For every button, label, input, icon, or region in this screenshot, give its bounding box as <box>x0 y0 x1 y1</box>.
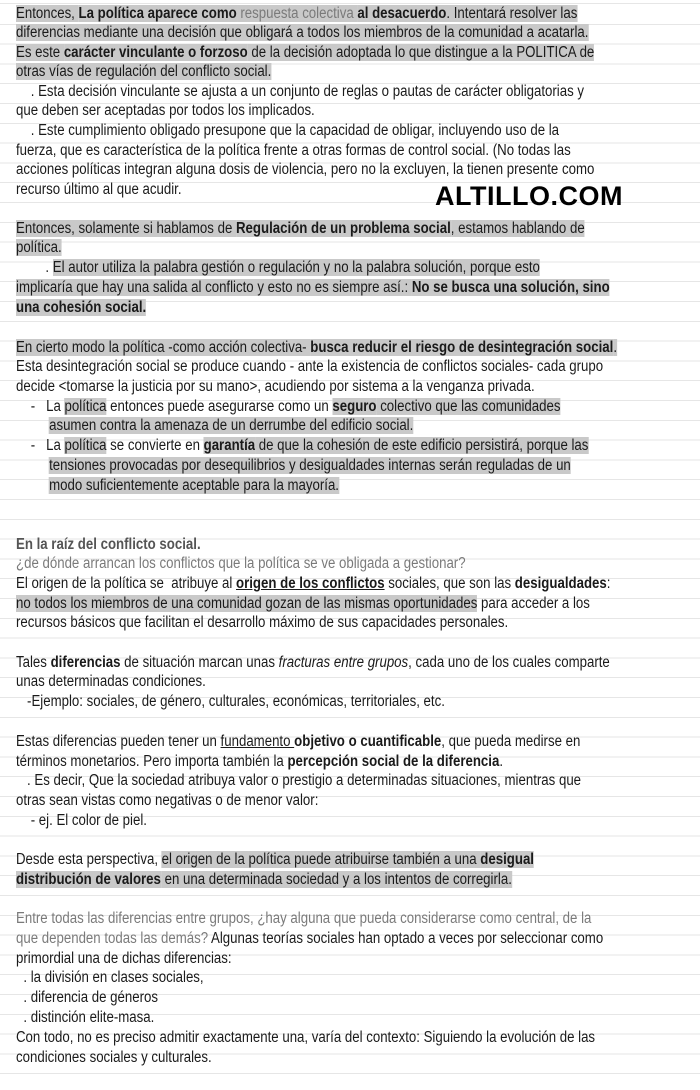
highlighted-text: diferencias mediante una decisión que obligará a todos los miembros de la comunidad a acatarla. <box>16 24 589 41</box>
highlighted-text: política. <box>16 239 62 256</box>
text-segment: objetivo o cuantificable <box>294 733 442 750</box>
highlighted-text: busca reducir el riesgo de desintegración social <box>310 339 614 356</box>
highlighted-text: respuesta colectiva <box>236 5 358 22</box>
highlighted-text: modo suficientemente aceptable para la mayoría. <box>49 477 339 494</box>
text-segment: origen de los conflictos <box>235 575 385 592</box>
text-segment: entonces puede asegurarse como un <box>106 398 333 415</box>
text-segment: desigualdades <box>514 575 607 592</box>
text-segment: Tales <box>16 654 51 671</box>
text-segment: ¿de dónde arrancan los conflictos que la política se ve obligada a gestionar? <box>16 555 466 572</box>
text-segment: diferencias <box>50 654 121 671</box>
text-line <box>16 732 580 752</box>
text-segment: Estas diferencias pueden tener un <box>16 733 221 750</box>
text-line <box>16 121 559 141</box>
text-line <box>16 82 584 102</box>
text-line <box>16 298 146 318</box>
text-line <box>16 909 591 929</box>
text-line <box>16 278 610 298</box>
highlighted-text: en una determinada sociedad y a los intentos de corregirla. <box>160 871 512 888</box>
highlighted-text: Entonces, solamente si hablamos de <box>16 220 236 237</box>
text-segment: Con todo, no es preciso admitir exactamente una, varía del contexto: Siguiendo la evolución de las <box>16 1029 596 1046</box>
text-segment: para acceder a los <box>477 595 590 612</box>
text-line <box>16 692 445 712</box>
text-segment: Algunas teorías sociales han optado a veces por seleccionar como <box>208 930 604 947</box>
text-segment: Entre todas las diferencias entre grupos, ¿hay alguna que pueda considerarse como central, de la <box>16 910 592 927</box>
highlighted-text: desigual <box>480 851 534 868</box>
highlighted-text: el origen de la política puede atribuirse también a una <box>161 851 481 868</box>
text-segment <box>16 457 49 474</box>
text-line <box>16 357 603 377</box>
text-segment: condiciones sociales y culturales. <box>16 1049 212 1066</box>
text-line <box>16 929 603 949</box>
text-line <box>16 436 588 456</box>
highlighted-text: La política aparece como <box>78 5 237 22</box>
text-segment: Desde esta perspectiva, <box>16 851 162 868</box>
text-segment: . <box>16 259 53 276</box>
text-segment: - ej. El color de piel. <box>16 812 147 829</box>
text-line <box>16 811 147 831</box>
highlighted-text: política <box>64 437 107 454</box>
text-segment: . diferencia de géneros <box>16 989 159 1006</box>
text-segment: - La <box>16 398 65 415</box>
highlighted-text: . <box>613 339 618 356</box>
text-segment: . <box>499 753 504 770</box>
text-line <box>16 338 617 358</box>
text-line <box>16 416 413 436</box>
text-line <box>16 377 535 397</box>
text-segment: decide <tomarse la justicia por su mano>, acudiendo por sistema a la venganza privada. <box>16 378 535 395</box>
text-segment: se convierte en <box>106 437 204 454</box>
highlighted-text: colectivo que las comunidades <box>376 398 561 415</box>
highlighted-text: no todos los miembros de una comunidad gozan de las mismas oportunidades <box>16 595 478 612</box>
highlighted-text: El autor utiliza la palabra gestión o regulación y no la palabra solución, porque esto <box>52 259 540 276</box>
text-line <box>16 1028 595 1048</box>
highlighted-text: implicaría que hay una salida al conflicto y esto no es siempre así.: <box>16 279 412 296</box>
text-line <box>16 613 508 633</box>
text-segment: percepción social de la diferencia <box>287 753 500 770</box>
text-line <box>16 1008 154 1028</box>
text-line <box>16 653 610 673</box>
text-segment: , cada uno de los cuales comparte <box>408 654 610 671</box>
highlighted-text: garantía <box>203 437 256 454</box>
text-line <box>16 258 540 278</box>
text-segment: sociales, que son las <box>384 575 515 592</box>
highlighted-text: al desacuerdo <box>357 5 447 22</box>
text-line <box>16 672 206 692</box>
text-segment: Esta desintegración social se produce cuando - ante la existencia de conflictos sociales- cada grupo <box>16 358 604 375</box>
text-segment: acciones políticas integran alguna dosis de violencia, pero no la excluyen, la tienen presente como <box>16 161 595 178</box>
highlighted-text: , estamos hablando de <box>450 220 585 237</box>
highlighted-text: No se busca una solución, sino <box>411 279 610 296</box>
highlighted-text: política <box>64 398 107 415</box>
text-line <box>16 476 339 496</box>
text-segment: unas determinadas condiciones. <box>16 673 206 690</box>
highlighted-text: tensiones provocadas por desequilibrios y desigualdades internas serán reguladas de un <box>49 457 571 474</box>
text-line <box>16 850 534 870</box>
text-segment: . distinción elite-masa. <box>16 1009 155 1026</box>
text-line <box>16 456 571 476</box>
text-segment: fundamento <box>220 733 295 750</box>
highlighted-text: En cierto modo la política -como acción colectiva- <box>16 339 311 356</box>
text-segment: que deben ser aceptadas por todos los implicados. <box>16 102 315 119</box>
text-line <box>16 968 204 988</box>
text-segment: términos monetarios. Pero importa también la <box>16 753 288 770</box>
text-line <box>16 574 610 594</box>
highlighted-text: distribución de valores <box>16 871 161 888</box>
highlighted-text: Entonces, <box>16 5 79 22</box>
highlighted-text: otras vías de regulación del conflicto social. <box>16 63 272 80</box>
text-segment: fuerza, que es característica de la política frente a otras formas de control social. (No todas las <box>16 142 571 159</box>
text-segment: En la raíz del conflicto social. <box>16 536 201 553</box>
text-line <box>16 238 62 258</box>
text-line <box>16 594 590 614</box>
text-line <box>16 180 182 200</box>
text-line <box>16 43 594 63</box>
text-segment: que dependen todas las demás? <box>16 930 209 947</box>
text-segment: . Este cumplimiento obligado presupone que la capacidad de obligar, incluyendo uso de la <box>16 122 560 139</box>
text-segment: . Es decir, Que la sociedad atribuya valor o prestigio a determinadas situaciones, mientras que <box>16 772 582 789</box>
text-line <box>16 791 318 811</box>
text-segment: . la división en clases sociales, <box>16 969 204 986</box>
text-segment: de situación marcan unas <box>120 654 279 671</box>
text-line <box>16 988 158 1008</box>
highlighted-text: de que la cohesión de este edificio persistirá, porque las <box>255 437 589 454</box>
highlighted-text: Regulación de un problema social <box>235 220 451 237</box>
text-segment: recurso último al que acudir. <box>16 181 182 198</box>
text-line <box>16 101 315 121</box>
text-segment: fracturas entre grupos <box>278 654 409 671</box>
highlighted-text: Es este <box>16 44 64 61</box>
highlighted-text: asumen contra la amenaza de un derrumbe del edificio social. <box>49 417 414 434</box>
text-line <box>16 4 577 24</box>
text-line <box>16 554 466 574</box>
text-line <box>16 771 581 791</box>
highlighted-text: . Intentará resolver las <box>446 5 578 22</box>
text-line <box>16 949 232 969</box>
highlighted-text: una cohesión social. <box>16 299 147 316</box>
highlighted-text: seguro <box>332 398 377 415</box>
text-segment: El origen de la política se atribuye al <box>16 575 236 592</box>
text-segment: primordial una de dichas diferencias: <box>16 950 232 967</box>
text-line <box>16 62 271 82</box>
text-segment: . Esta decisión vinculante se ajusta a un conjunto de reglas o pautas de carácter obligatorias y <box>16 83 585 100</box>
text-line <box>16 219 585 239</box>
text-line <box>16 160 594 180</box>
text-line <box>16 397 560 417</box>
text-line <box>16 1048 212 1068</box>
section-heading <box>16 535 201 555</box>
text-segment: : <box>606 575 611 592</box>
text-segment: , que pueda medirse en <box>441 733 581 750</box>
text-line <box>16 23 588 43</box>
text-segment: -Ejemplo: sociales, de género, culturales, económicas, territoriales, etc. <box>16 693 445 710</box>
highlighted-text: carácter vinculante o forzoso <box>63 44 248 61</box>
text-line <box>16 870 512 890</box>
text-line <box>16 141 571 161</box>
text-segment: otras sean vistas como negativas o de menor valor: <box>16 792 319 809</box>
watermark-logo: ALTILLO.COM <box>435 181 623 211</box>
text-segment: - La <box>16 437 65 454</box>
text-line <box>16 752 503 772</box>
highlighted-text: de la decisión adoptada lo que distingue a la POLITICA de <box>247 44 595 61</box>
text-segment <box>16 417 49 434</box>
text-segment <box>16 477 49 494</box>
text-segment: recursos básicos que facilitan el desarrollo máximo de sus capacidades personales. <box>16 614 509 631</box>
